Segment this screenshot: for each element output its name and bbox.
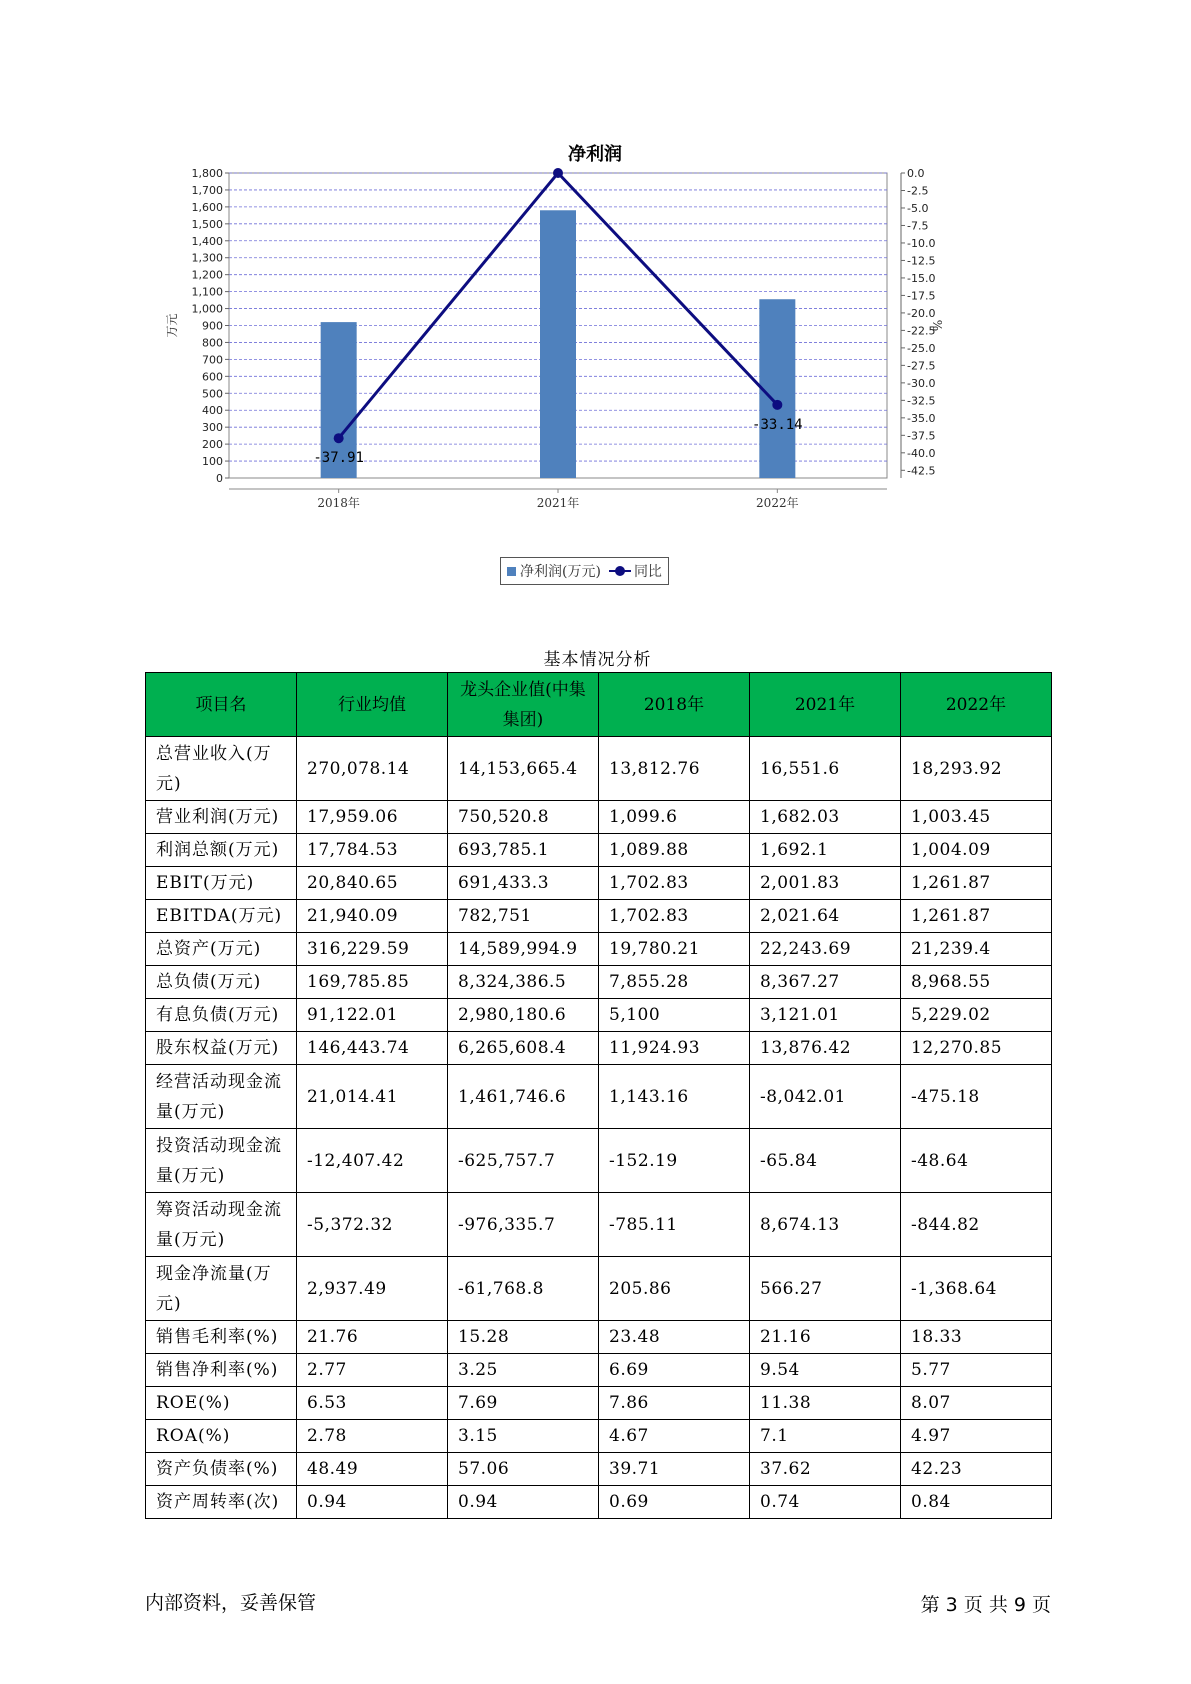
net-profit-chart	[165, 140, 1020, 600]
row-label-cell: 总资产(万元)	[146, 933, 297, 966]
value-cell: 14,153,665.4	[448, 737, 599, 801]
value-cell: 2.78	[297, 1420, 448, 1453]
table-row	[146, 1420, 1052, 1453]
value-cell: 20,840.65	[297, 867, 448, 900]
value-cell: 5,100	[599, 999, 750, 1032]
value-cell: 11,924.93	[599, 1032, 750, 1065]
value-cell: 9.54	[750, 1354, 901, 1387]
y-tick-label: 0	[216, 472, 223, 485]
value-cell: -65.84	[750, 1129, 901, 1193]
value-cell: 6.53	[297, 1387, 448, 1420]
header-cell: 2018年	[599, 673, 750, 737]
value-cell: 1,089.88	[599, 834, 750, 867]
x-tick-label: 2021年	[536, 496, 580, 510]
value-cell: 1,143.16	[599, 1065, 750, 1129]
row-label-cell: 利润总额(万元)	[146, 834, 297, 867]
table-body	[146, 737, 1052, 1519]
yoy-data-label: -37.91	[313, 450, 364, 467]
value-cell: 42.23	[901, 1453, 1052, 1486]
table-row	[146, 867, 1052, 900]
row-label-cell: 投资活动现金流量(万元)	[146, 1129, 297, 1193]
value-cell: 0.94	[297, 1486, 448, 1519]
value-cell: 4.67	[599, 1420, 750, 1453]
value-cell: 316,229.59	[297, 933, 448, 966]
value-cell: 2,021.64	[750, 900, 901, 933]
y2-tick-label: -27.5	[907, 359, 936, 373]
value-cell: 18,293.92	[901, 737, 1052, 801]
y-tick-label: 700	[202, 353, 223, 367]
value-cell: 169,785.85	[297, 966, 448, 999]
table-row	[146, 900, 1052, 933]
y-tick-label: 400	[202, 404, 223, 418]
value-cell: 21,940.09	[297, 900, 448, 933]
row-label-cell: 资产负债率(%)	[146, 1453, 297, 1486]
value-cell: 7.86	[599, 1387, 750, 1420]
row-label-cell: ROE(%)	[146, 1387, 297, 1420]
value-cell: 1,682.03	[750, 801, 901, 834]
y-tick-label: 1,600	[191, 200, 223, 214]
table-row	[146, 1387, 1052, 1420]
y-tick-label: 800	[202, 336, 223, 350]
table-row	[146, 1032, 1052, 1065]
header-cell: 2021年	[750, 673, 901, 737]
row-label-cell: 现金净流量(万元)	[146, 1257, 297, 1321]
value-cell: 21,014.41	[297, 1065, 448, 1129]
value-cell: -976,335.7	[448, 1193, 599, 1257]
value-cell: 1,099.6	[599, 801, 750, 834]
value-cell: 1,004.09	[901, 834, 1052, 867]
value-cell: 21,239.4	[901, 933, 1052, 966]
value-cell: 1,261.87	[901, 900, 1052, 933]
footer-confidential-note: 内部资料，妥善保管	[145, 1592, 317, 1614]
table-row	[146, 1065, 1052, 1129]
yoy-data-label: -33.14	[752, 416, 803, 433]
table-row	[146, 1129, 1052, 1193]
value-cell: 21.76	[297, 1321, 448, 1354]
table-row	[146, 1257, 1052, 1321]
value-cell: 6,265,608.4	[448, 1032, 599, 1065]
table-row	[146, 966, 1052, 999]
y2-tick-label: -37.5	[907, 429, 936, 443]
row-label-cell: 销售净利率(%)	[146, 1354, 297, 1387]
value-cell: -625,757.7	[448, 1129, 599, 1193]
value-cell: 3.15	[448, 1420, 599, 1453]
value-cell: 1,692.1	[750, 834, 901, 867]
y2-tick-label: -20.0	[907, 306, 936, 320]
y-tick-label: 1,200	[191, 268, 223, 282]
value-cell: 6.69	[599, 1354, 750, 1387]
value-cell: 8,674.13	[750, 1193, 901, 1257]
value-cell: 566.27	[750, 1257, 901, 1321]
y2-tick-label: -22.5	[907, 324, 936, 338]
value-cell: -61,768.8	[448, 1257, 599, 1321]
value-cell: 693,785.1	[448, 834, 599, 867]
value-cell: -8,042.01	[750, 1065, 901, 1129]
value-cell: 1,702.83	[599, 867, 750, 900]
value-cell: 7.69	[448, 1387, 599, 1420]
row-label-cell: 股东权益(万元)	[146, 1032, 297, 1065]
y-tick-label: 1,300	[191, 251, 223, 265]
value-cell: 23.48	[599, 1321, 750, 1354]
value-cell: 21.16	[750, 1321, 901, 1354]
y2-tick-label: -25.0	[907, 341, 936, 355]
y2-tick-label: -2.5	[907, 184, 929, 198]
value-cell: 2,937.49	[297, 1257, 448, 1321]
row-label-cell: EBIT(万元)	[146, 867, 297, 900]
value-cell: -475.18	[901, 1065, 1052, 1129]
value-cell: 0.74	[750, 1486, 901, 1519]
value-cell: 0.94	[448, 1486, 599, 1519]
row-label-cell: 有息负债(万元)	[146, 999, 297, 1032]
value-cell: 37.62	[750, 1453, 901, 1486]
value-cell: 750,520.8	[448, 801, 599, 834]
value-cell: 0.69	[599, 1486, 750, 1519]
footer-page-number: 第 3 页 共 9 页	[920, 1594, 1051, 1616]
value-cell: 11.38	[750, 1387, 901, 1420]
value-cell: -48.64	[901, 1129, 1052, 1193]
table-row	[146, 834, 1052, 867]
bar-net-profit	[540, 210, 576, 478]
y-tick-label: 1,400	[191, 234, 223, 248]
header-cell: 项目名	[146, 673, 297, 737]
y2-tick-label: -17.5	[907, 289, 936, 303]
header-cell: 行业均值	[297, 673, 448, 737]
table-row	[146, 1321, 1052, 1354]
value-cell: 18.33	[901, 1321, 1052, 1354]
value-cell: 691,433.3	[448, 867, 599, 900]
row-label-cell: 总负债(万元)	[146, 966, 297, 999]
table-caption: 基本情况分析	[543, 650, 652, 670]
header-cell: 2022年	[901, 673, 1052, 737]
y2-tick-label: -7.5	[907, 219, 929, 233]
legend-line-label: 同比	[633, 564, 662, 580]
value-cell: 12,270.85	[901, 1032, 1052, 1065]
value-cell: 270,078.14	[297, 737, 448, 801]
table-row	[146, 1193, 1052, 1257]
value-cell: -844.82	[901, 1193, 1052, 1257]
value-cell: 13,812.76	[599, 737, 750, 801]
value-cell: 2.77	[297, 1354, 448, 1387]
y2-tick-label: -12.5	[907, 254, 936, 268]
bar-net-profit	[759, 299, 795, 478]
legend-line-swatch	[609, 566, 631, 576]
y2-tick-label: -30.0	[907, 376, 936, 390]
yoy-point	[772, 400, 782, 410]
value-cell: 13,876.42	[750, 1032, 901, 1065]
value-cell: 205.86	[599, 1257, 750, 1321]
value-cell: -5,372.32	[297, 1193, 448, 1257]
row-label-cell: 筹资活动现金流量(万元)	[146, 1193, 297, 1257]
yoy-point	[553, 168, 563, 178]
value-cell: 15.28	[448, 1321, 599, 1354]
value-cell: 0.84	[901, 1486, 1052, 1519]
y2-tick-label: -5.0	[907, 201, 929, 215]
value-cell: -785.11	[599, 1193, 750, 1257]
value-cell: 146,443.74	[297, 1032, 448, 1065]
value-cell: 14,589,994.9	[448, 933, 599, 966]
table-row	[146, 1486, 1052, 1519]
basic-analysis-table	[145, 672, 1052, 1519]
row-label-cell: ROA(%)	[146, 1420, 297, 1453]
value-cell: 7.1	[750, 1420, 901, 1453]
yoy-point	[334, 433, 344, 443]
y-tick-label: 1,800	[191, 167, 223, 180]
table-row	[146, 933, 1052, 966]
value-cell: 5.77	[901, 1354, 1052, 1387]
value-cell: 782,751	[448, 900, 599, 933]
value-cell: 1,261.87	[901, 867, 1052, 900]
x-tick-label: 2018年	[317, 496, 360, 510]
value-cell: 1,003.45	[901, 801, 1052, 834]
y2-tick-label: -32.5	[907, 394, 936, 408]
value-cell: 57.06	[448, 1453, 599, 1486]
table-row	[146, 801, 1052, 834]
value-cell: 17,959.06	[297, 801, 448, 834]
y-tick-label: 100	[202, 455, 223, 469]
y2-tick-label: -15.0	[907, 271, 936, 285]
value-cell: 19,780.21	[599, 933, 750, 966]
row-label-cell: 营业利润(万元)	[146, 801, 297, 834]
table-row	[146, 737, 1052, 801]
chart-title: 净利润	[568, 144, 622, 165]
row-label-cell: 经营活动现金流量(万元)	[146, 1065, 297, 1129]
value-cell: 8,324,386.5	[448, 966, 599, 999]
y2-tick-label: -40.0	[907, 446, 936, 460]
row-label-cell: 销售毛利率(%)	[146, 1321, 297, 1354]
value-cell: 3.25	[448, 1354, 599, 1387]
y-tick-label: 300	[202, 421, 223, 435]
value-cell: 8,367.27	[750, 966, 901, 999]
y-tick-label: 200	[202, 438, 223, 452]
y2-tick-label: -42.5	[907, 464, 936, 478]
y-tick-label: 500	[202, 387, 223, 401]
table-row	[146, 999, 1052, 1032]
value-cell: -12,407.42	[297, 1129, 448, 1193]
y-tick-label: 1,500	[191, 217, 223, 231]
value-cell: 22,243.69	[750, 933, 901, 966]
y-tick-label: 1,700	[191, 183, 223, 197]
value-cell: 7,855.28	[599, 966, 750, 999]
y-tick-label: 1,000	[191, 302, 223, 316]
value-cell: 3,121.01	[750, 999, 901, 1032]
value-cell: 4.97	[901, 1420, 1052, 1453]
value-cell: -152.19	[599, 1129, 750, 1193]
y2-tick-label: 0.0	[907, 167, 925, 180]
value-cell: 5,229.02	[901, 999, 1052, 1032]
legend-bar-label: 净利润(万元)	[520, 564, 601, 580]
value-cell: 1,702.83	[599, 900, 750, 933]
legend-bar-swatch	[507, 567, 516, 576]
value-cell: -1,368.64	[901, 1257, 1052, 1321]
y-axis-label: 万元	[165, 313, 179, 338]
table-row	[146, 1354, 1052, 1387]
value-cell: 48.49	[297, 1453, 448, 1486]
value-cell: 1,461,746.6	[448, 1065, 599, 1129]
value-cell: 39.71	[599, 1453, 750, 1486]
table-header-row	[146, 673, 1052, 737]
value-cell: 17,784.53	[297, 834, 448, 867]
value-cell: 8.07	[901, 1387, 1052, 1420]
table-row	[146, 1453, 1052, 1486]
row-label-cell: 总营业收入(万元)	[146, 737, 297, 801]
chart-legend	[500, 557, 669, 585]
value-cell: 91,122.01	[297, 999, 448, 1032]
header-cell: 龙头企业值(中集集团)	[448, 673, 599, 737]
value-cell: 8,968.55	[901, 966, 1052, 999]
y-tick-label: 600	[202, 370, 223, 384]
value-cell: 2,980,180.6	[448, 999, 599, 1032]
row-label-cell: 资产周转率(次)	[146, 1486, 297, 1519]
y2-tick-label: -35.0	[907, 411, 936, 425]
y-tick-label: 900	[202, 319, 223, 333]
row-label-cell: EBITDA(万元)	[146, 900, 297, 933]
y2-tick-label: -10.0	[907, 236, 936, 250]
y2-axis-label: %	[930, 319, 944, 332]
x-tick-label: 2022年	[756, 496, 799, 510]
value-cell: 16,551.6	[750, 737, 901, 801]
value-cell: 2,001.83	[750, 867, 901, 900]
chart-svg	[165, 140, 1020, 560]
y-tick-label: 1,100	[191, 285, 223, 299]
